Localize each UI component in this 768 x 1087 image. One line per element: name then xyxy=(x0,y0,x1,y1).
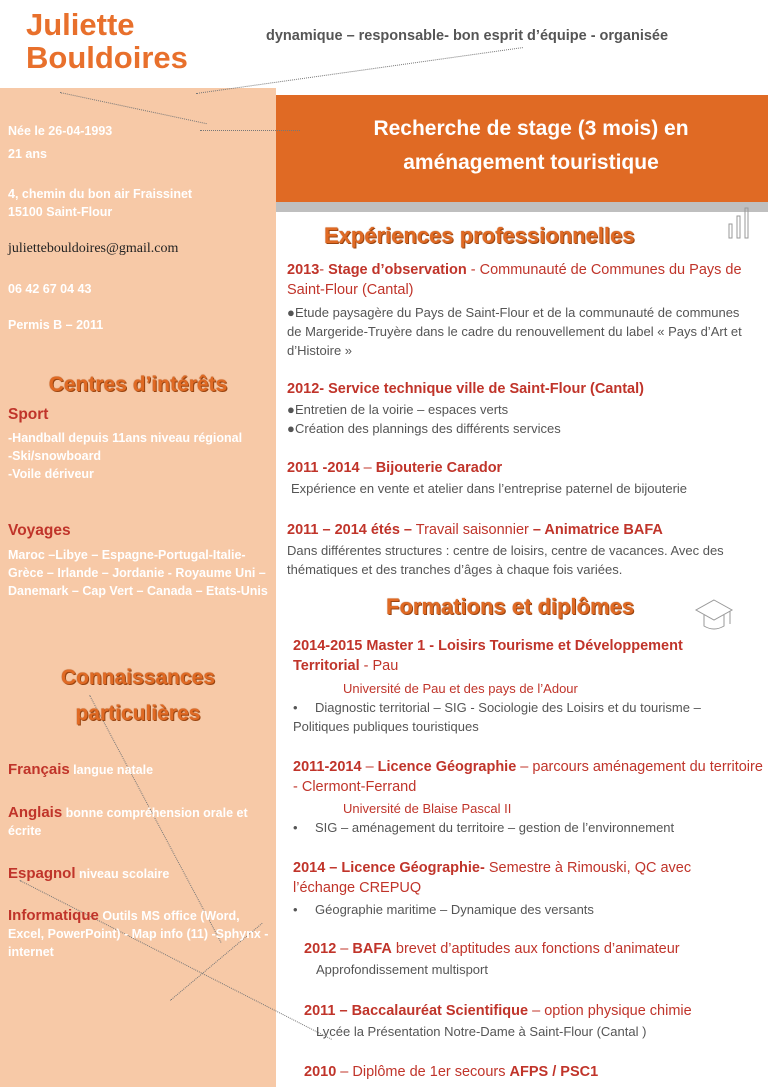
edu2-degree: Licence Géographie xyxy=(377,759,517,775)
exp4-text: Dans différentes structures : centre de loisirs, centre de vacances. Avec des thématiques et des tranches d’âges à chaque fois variées. xyxy=(287,543,724,577)
edu2-university: Université de Blaise Pascal II xyxy=(343,801,512,816)
exp1-dash: - xyxy=(319,262,329,278)
edu5-bold: 2011 – Baccalauréat Scientifique xyxy=(304,1003,529,1019)
exp2-title: 2012- Service technique ville de Saint-Flour (Cantal) xyxy=(287,381,644,397)
exp4-role: Travail saisonnier xyxy=(411,522,533,538)
exp4-org: – Animatrice BAFA xyxy=(532,522,663,538)
exp2-bullet1 xyxy=(287,400,757,419)
skills-heading-line1: Connaissances xyxy=(60,666,216,689)
edu1-place: - Pau xyxy=(359,658,399,674)
bullet-icon: ● xyxy=(287,402,295,417)
edu1-university: Université de Pau et des pays de l’Adour xyxy=(343,681,578,696)
first-name: Juliette xyxy=(26,7,135,42)
edu1-title: 2014-2015 Master 1 - Loisirs Tourisme et Développement Territorial xyxy=(293,638,683,674)
education-entry-title xyxy=(304,939,764,959)
bullet-icon: • xyxy=(293,700,298,715)
birth-date: Née le 26-04-1993 xyxy=(8,124,113,138)
skill-item xyxy=(8,865,270,883)
experience-heading: Expériences professionnelles xyxy=(324,223,635,248)
skill-item xyxy=(8,804,270,840)
decorative-line xyxy=(196,47,523,94)
skill-name: Espagnol xyxy=(8,865,76,882)
skill-name: Informatique xyxy=(8,907,99,924)
last-name: Bouldoires xyxy=(26,40,188,75)
skill-item xyxy=(8,907,270,961)
bullet-icon: • xyxy=(293,902,298,917)
objective-line2: aménagement touristique xyxy=(403,151,659,174)
travel-title: Voyages xyxy=(8,522,71,539)
objective-title xyxy=(296,112,766,180)
edu4-sub: Approfondissement multisport xyxy=(316,962,488,977)
bullet-icon: ● xyxy=(287,421,295,436)
interests-heading: Centres d’intérêts xyxy=(48,373,228,396)
edu5-rest: – option physique chimie xyxy=(528,1003,692,1019)
edu4-sep: – xyxy=(336,941,353,957)
edu3-bold: 2014 – Licence Géographie- xyxy=(293,860,485,876)
skill-name: Anglais xyxy=(8,804,63,821)
address-line2: 15100 Saint-Flour xyxy=(8,205,113,219)
skill-text: Outils MS office (Word, Excel, PowerPoint) - Map info (11) -Sphynx - internet xyxy=(8,909,269,959)
edu1-bullet xyxy=(293,698,753,736)
decorative-line xyxy=(200,130,300,131)
exp3-sep: – xyxy=(359,460,376,476)
edu3-bullet xyxy=(293,900,753,919)
experience-entry-title xyxy=(287,520,757,540)
candidate-name xyxy=(26,8,188,74)
edu2-rest: – parcours aménagement du territoire - Clermont-Ferrand xyxy=(293,759,763,795)
education-heading: Formations et diplômes xyxy=(386,594,635,619)
sport-title: Sport xyxy=(8,406,49,423)
exp1-role: Stage d’observation xyxy=(328,262,467,278)
exp1-bullet xyxy=(287,303,757,360)
tagline: dynamique – responsable- bon esprit d’équipe - organisée xyxy=(266,28,669,44)
skills-heading xyxy=(0,660,276,732)
exp2-bullet1-text: Entretien de la voirie – espaces verts xyxy=(295,402,509,417)
edu3-rest: Semestre à Rimouski, QC avec l’échange CREPUQ xyxy=(293,860,692,896)
education-entry-title xyxy=(304,1001,764,1021)
bullet-icon: ● xyxy=(287,305,295,320)
skill-text: bonne compréhension orale et écrite xyxy=(8,806,248,838)
exp1-year: 2013 xyxy=(287,262,320,278)
edu2-bullet-text: SIG – aménagement du territoire – gestion de l’environnement xyxy=(315,820,675,835)
edu6-year: 2010 xyxy=(304,1064,337,1080)
edu4-year: 2012 xyxy=(304,941,337,957)
education-entry-title xyxy=(293,858,753,898)
address-line1: 4, chemin du bon air Fraissinet xyxy=(8,187,193,201)
exp4-year: 2011 – 2014 étés – xyxy=(287,522,412,538)
education-entry-title xyxy=(293,757,763,797)
exp3-text: Expérience en vente et atelier dans l’entreprise paternel de bijouterie xyxy=(291,481,688,496)
exp1-bullet-text: Etude paysagère du Pays de Saint-Flour et de la communauté de communes de Margeride-Truyère dans le cadre du renouvellement du label « Pays d’Art et d’Histoire » xyxy=(287,305,742,358)
driving-license: Permis B – 2011 xyxy=(8,318,104,332)
exp3-org: Bijouterie Carador xyxy=(375,460,503,476)
email-link[interactable]: juliettebouldoires@gmail.com xyxy=(8,241,179,256)
skill-text: langue natale xyxy=(69,763,154,777)
experience-entry-title xyxy=(287,260,757,300)
edu1-bullet-text: Diagnostic territorial – SIG - Sociologie des Loisirs et du tourisme – Politiques publiques touristiques xyxy=(293,700,701,734)
edu3-bullet-text: Géographie maritime – Dynamique des versants xyxy=(315,902,594,917)
edu6-mid: – Diplôme de 1er secours xyxy=(336,1064,510,1080)
experience-entry-title xyxy=(287,379,757,399)
edu2-sep: – xyxy=(361,759,378,775)
exp3-year: 2011 -2014 xyxy=(287,460,360,476)
travel-text: Maroc –Libye – Espagne-Portugal-Italie-Grèce – Irlande – Jordanie - Royaume Uni – Danemark – Cap Vert – Canada – Etats-Unis xyxy=(8,548,268,598)
exp2-bullet2 xyxy=(287,419,757,438)
skill-text: niveau scolaire xyxy=(75,867,170,881)
sport-text: -Handball depuis 11ans niveau régional -Ski/snowboard -Voile dériveur xyxy=(8,431,243,481)
bar-chart-icon xyxy=(727,206,755,245)
age: 21 ans xyxy=(8,147,47,161)
graduation-cap-icon xyxy=(694,598,734,641)
edu4-bold: BAFA xyxy=(352,941,392,957)
divider-band xyxy=(276,202,768,212)
bullet-icon: • xyxy=(293,820,298,835)
exp1-org: - Communauté de Communes du Pays de Saint-Flour (Cantal) xyxy=(287,262,742,298)
skill-name: Français xyxy=(8,761,70,778)
phone: 06 42 67 04 43 xyxy=(8,282,92,296)
skills-heading-line2: particulières xyxy=(75,702,201,725)
education-entry-title xyxy=(304,1062,764,1082)
edu6-bold: AFPS / PSC1 xyxy=(509,1064,599,1080)
exp2-bullet2-text: Création des plannings des différents services xyxy=(295,421,561,436)
education-entry-title xyxy=(293,636,733,676)
skill-item xyxy=(8,761,270,779)
objective-line1: Recherche de stage (3 mois) en xyxy=(373,117,689,140)
edu4-rest: brevet d’aptitudes aux fonctions d’animateur xyxy=(391,941,680,957)
edu2-year: 2011-2014 xyxy=(293,759,362,775)
experience-entry-title xyxy=(287,458,757,478)
edu5-sub: Lycée la Présentation Notre-Dame à Saint-Flour (Cantal ) xyxy=(316,1024,647,1039)
edu2-bullet xyxy=(293,818,753,837)
